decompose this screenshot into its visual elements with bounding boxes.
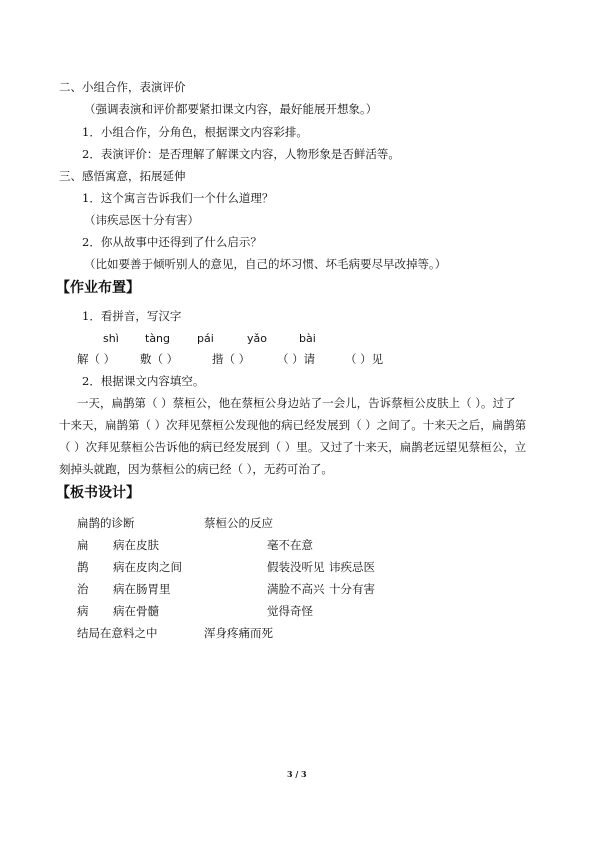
passage-line: （ ）次拜见蔡桓公告诉他的病已经发展到（ ）里。又过了十来天，扁鹊老远望见蔡桓公，立 xyxy=(59,440,527,454)
homework-task1: 1．看拼音，写汉字 xyxy=(82,309,182,323)
section2-item1: 1．小组合作，分角色，根据课文内容彩排。 xyxy=(82,125,308,139)
passage-line: 一天，扁鹊第（ ）蔡桓公，他在蔡桓公身边站了一会儿，告诉蔡桓公皮肤上（ ）。过了 xyxy=(77,396,516,410)
section2-title: 二、小组合作，表演评价 xyxy=(59,80,186,94)
homework-heading: 【作业布置】 xyxy=(56,280,140,296)
page-number: 3 / 3 xyxy=(287,769,307,779)
pinyin-pai: pái xyxy=(197,332,214,345)
board-col1-header: 扁鹊的诊断 xyxy=(77,516,135,530)
board-row-char: 治 xyxy=(77,582,89,596)
board-row-char: 病 xyxy=(77,604,89,618)
board-ending-right: 浑身疼痛而死 xyxy=(204,626,273,640)
board-row-diagnosis: 病在肠胃里 xyxy=(113,582,171,596)
blank-yao: （ ）请 xyxy=(277,352,316,366)
passage-line: 十来天，扁鹊第（ ）次拜见蔡桓公发现他的病已经发展到（ ）之间了。十来天之后，扁鹊第 xyxy=(59,418,527,432)
pinyin-shi: shì xyxy=(103,332,119,345)
passage-line: 刻掉头就跑，因为蔡桓公的病已经（ ），无药可治了。 xyxy=(59,462,333,476)
section2-note: （强调表演和评价都要紧扣课文内容，最好能展开想象。） xyxy=(84,102,378,116)
board-row-extra: 十分有害 xyxy=(329,582,375,596)
pinyin-bai: bài xyxy=(299,332,316,345)
board-row-diagnosis: 病在皮肤 xyxy=(113,538,159,552)
section3-title: 三、感悟寓意，拓展延伸 xyxy=(59,169,186,183)
section3-answer2: （比如要善于倾听别人的意见，自己的坏习惯、坏毛病要尽早改掉等。） xyxy=(84,257,447,271)
board-row-char: 鹊 xyxy=(77,560,89,574)
board-row-diagnosis: 病在骨髓 xyxy=(113,604,159,618)
board-ending-left: 结局在意料之中 xyxy=(77,626,158,640)
section3-question1: 1．这个寓言告诉我们一个什么道理？ xyxy=(82,191,274,205)
blank-shi: 解（ ） xyxy=(77,352,116,366)
board-heading: 【板书设计】 xyxy=(56,485,140,501)
board-row-reaction: 毫不在意 xyxy=(267,538,313,552)
blank-pai: 揩（ ） xyxy=(212,352,251,366)
blank-tang: 敷（ ） xyxy=(140,352,179,366)
homework-task2: 2．根据课文内容填空。 xyxy=(82,374,205,388)
pinyin-yao: yǎo xyxy=(247,332,267,345)
board-col2-header: 蔡桓公的反应 xyxy=(204,516,273,530)
board-row-char: 扁 xyxy=(77,538,89,552)
pinyin-tang: tàng xyxy=(145,332,171,345)
section2-item2: 2．表演评价：是否理解了解课文内容，人物形象是否鲜活等。 xyxy=(82,147,400,161)
board-row-reaction: 满脸不高兴 xyxy=(267,582,325,596)
board-row-reaction: 假装没听见 xyxy=(267,560,325,574)
board-row-extra: 讳疾忌医 xyxy=(329,560,375,574)
section3-question2: 2．你从故事中还得到了什么启示？ xyxy=(82,235,262,249)
board-row-reaction: 觉得奇怪 xyxy=(267,604,313,618)
section3-answer1: （讳疾忌医十分有害） xyxy=(84,213,199,227)
board-row-diagnosis: 病在皮肉之间 xyxy=(113,560,182,574)
blank-bai: （ ）见 xyxy=(345,352,384,366)
